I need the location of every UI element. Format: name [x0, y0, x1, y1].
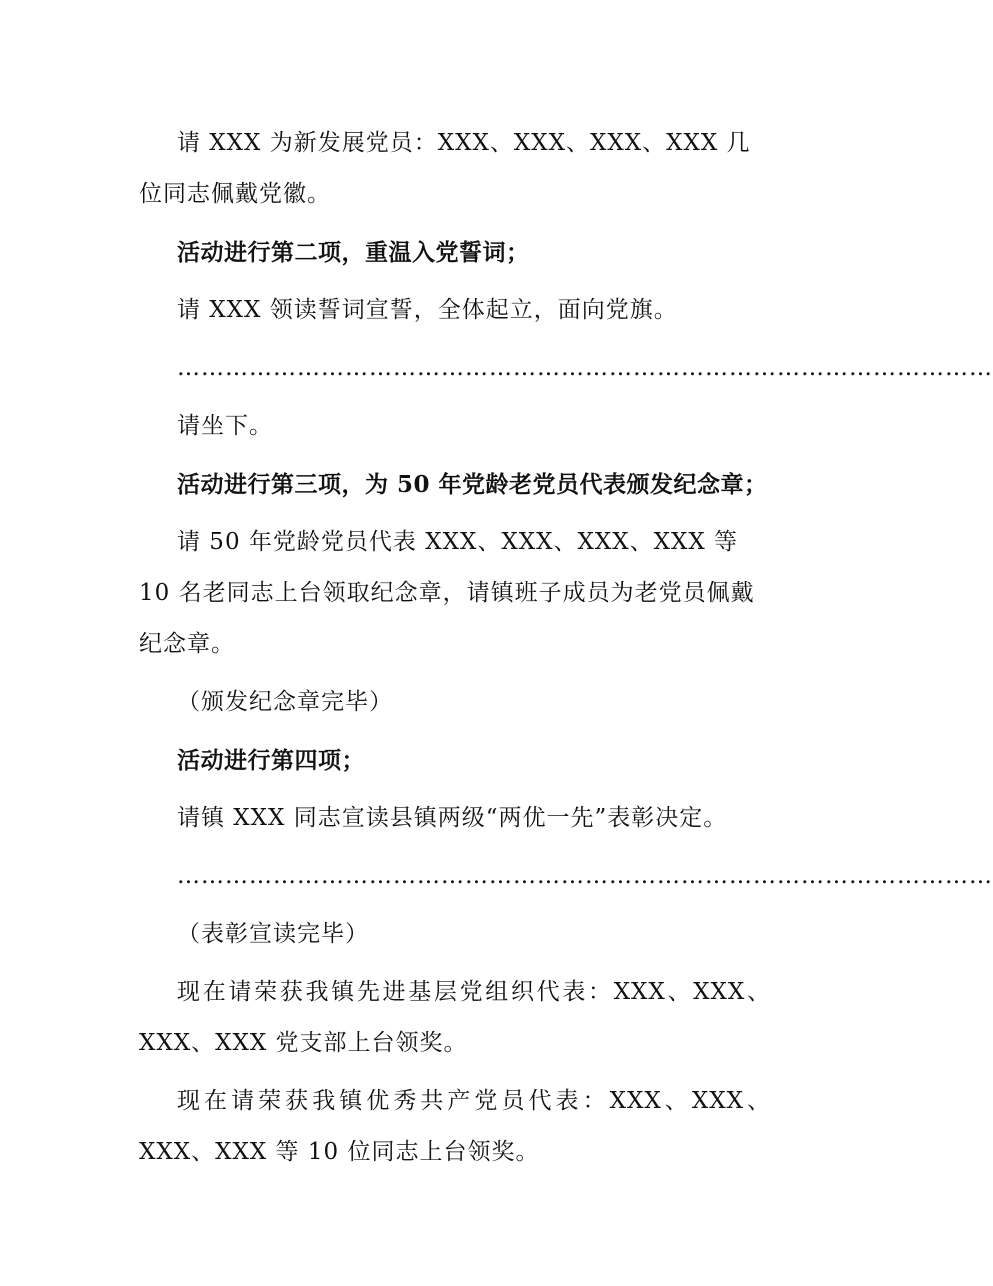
paragraph-reading-complete: （表彰宣读完毕）: [177, 921, 369, 947]
paragraph-oath-lead: 请 XXX 领读誓词宣誓，全体起立，面向党旗。: [177, 297, 678, 323]
heading-item-two: 活动进行第二项，重温入党誓词；: [177, 239, 530, 266]
paragraph-commemorative-medal: 请 50 年党龄党员代表 XXX、XXX、XXX、XXX 等 10 名老同志上台领取纪念章，请镇班子成员为老党员佩戴纪念章。: [139, 529, 755, 657]
heading-item-four: 活动进行第四项；: [177, 747, 365, 774]
paragraph-advanced-organizations: 现在请荣获我镇先进基层党组织代表：XXX、XXX、XXX、XXX 党支部上台领奖。: [139, 979, 771, 1056]
paragraph-badge-wearing: 请 XXX 为新发展党员：XXX、XXX、XXX、XXX 几位同志佩戴党徽。: [139, 130, 751, 207]
heading-item-three: 活动进行第三项，为 50 年党龄老党员代表颁发纪念章；: [177, 471, 768, 498]
paragraph-medal-complete: （颁发纪念章完毕）: [177, 689, 393, 715]
document-body: [139, 118, 993, 1185]
ellipsis-line: …………………………………………………………………………………………: [177, 863, 993, 889]
ellipsis-line: …………………………………………………………………………………………: [177, 355, 993, 381]
paragraph-sit-down: 请坐下。: [177, 413, 273, 439]
paragraph-commendation-reading: 请镇 XXX 同志宣读县镇两级“两优一先”表彰决定。: [177, 805, 728, 831]
paragraph-outstanding-members: 现在请荣获我镇优秀共产党员代表：XXX、XXX、XXX、XXX 等 10 位同志上台领奖。: [139, 1088, 771, 1165]
